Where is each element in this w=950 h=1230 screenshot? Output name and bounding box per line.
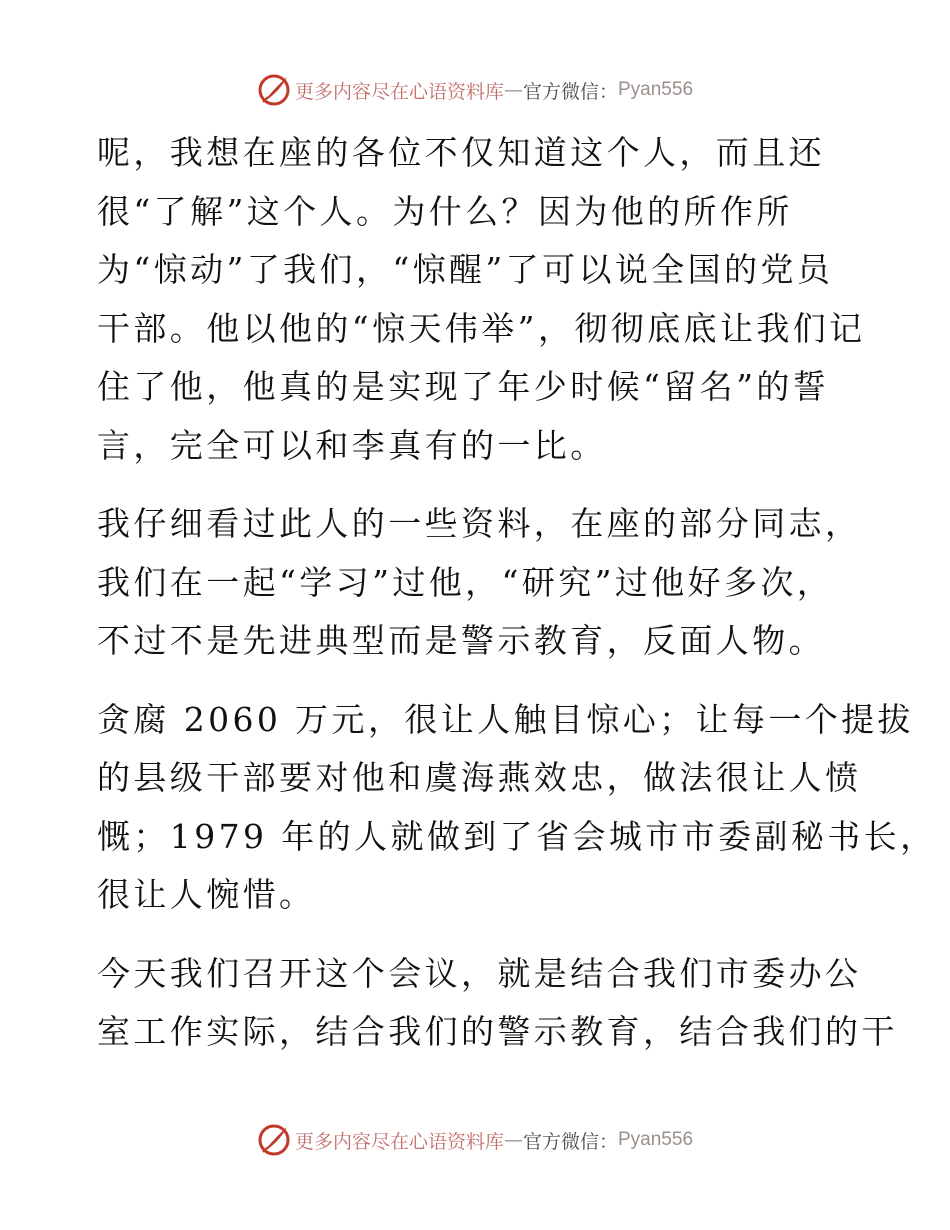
paragraph	[97, 945, 898, 1062]
text-line: 很“了解”这个人。为什么？因为他的所作所	[97, 191, 793, 231]
text-line: 我仔细看过此人的一些资料，在座的部分同志，	[97, 504, 862, 543]
text-line: 今天我们召开这个会议，就是结合我们市委办公	[97, 953, 862, 993]
header-watermark	[0, 73, 950, 107]
text-line: 的县级干部要对他和虞海燕效忠，做法很让人愤	[97, 758, 862, 797]
watermark-label: 官方微信：	[522, 1130, 618, 1153]
watermark-title: 更多内容尽在心语资料库	[294, 1130, 504, 1153]
watermark-separator: —	[503, 79, 523, 101]
text-line: 言，完全可以和李真有的一比。	[97, 425, 607, 465]
text-line: 为“惊动”了我们，“惊醒”了可以说全国的党员	[97, 250, 834, 289]
text-line: 很让人惋惜。	[97, 875, 316, 914]
text-line: 干部。他以他的“惊天伟举”，彻彻底底让我们记	[97, 308, 866, 348]
paragraph	[97, 124, 866, 475]
watermark-separator: —	[503, 1129, 523, 1151]
text-line: 不过不是先进典型而是警示教育，反面人物。	[97, 621, 825, 660]
watermark-title: 更多内容尽在心语资料库	[294, 80, 504, 103]
document-body	[97, 124, 937, 1062]
paragraph	[97, 495, 862, 671]
text-line: 住了他，他真的是实现了年少时候“留名”的誓	[97, 367, 830, 406]
watermark-label: 官方微信：	[522, 80, 618, 103]
text-line: 呢，我想在座的各位不仅知道这个人，而且还	[97, 133, 825, 172]
quill-logo-icon	[257, 1123, 291, 1157]
watermark-wechat-id: Pyan556	[618, 1129, 694, 1150]
text-line: 室工作实际，结合我们的警示教育，结合我们的干	[97, 1012, 898, 1051]
watermark-wechat-id: Pyan556	[618, 79, 694, 100]
quill-logo-icon	[257, 73, 291, 107]
text-line: 慨；1979 年的人就做到了省会城市市委副秘书长，	[97, 816, 937, 856]
text-line: 贪腐 2060 万元，很让人触目惊心；让每一个提拔	[97, 699, 914, 739]
footer-watermark	[0, 1123, 950, 1157]
paragraph	[97, 691, 937, 925]
text-line: 我们在一起“学习”过他，“研究”过他好多次，	[97, 562, 834, 602]
